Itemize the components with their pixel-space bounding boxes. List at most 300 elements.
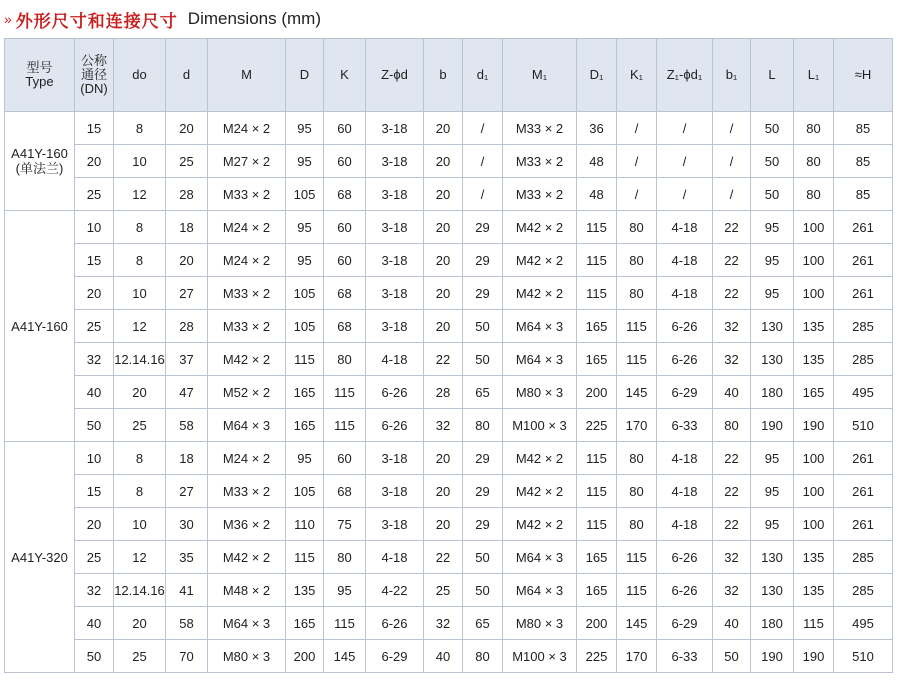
table-cell: 130 (751, 541, 794, 574)
table-cell: 95 (286, 211, 324, 244)
table-cell: 165 (577, 574, 617, 607)
table-cell: 58 (166, 607, 208, 640)
table-row (5, 376, 893, 409)
table-cell: 510 (834, 640, 893, 673)
table-cell: M42 × 2 (208, 343, 286, 376)
table-cell: 110 (286, 508, 324, 541)
table-cell: / (657, 178, 713, 211)
table-cell: 190 (794, 409, 834, 442)
table-cell: 50 (75, 640, 114, 673)
table-cell: 261 (834, 277, 893, 310)
table-cell: M42 × 2 (503, 244, 577, 277)
header-col: D (286, 39, 324, 112)
table-cell: 29 (463, 508, 503, 541)
table-cell: 6-29 (657, 607, 713, 640)
table-cell: 4-18 (657, 244, 713, 277)
table-cell: 40 (713, 376, 751, 409)
table-cell: M33 × 2 (503, 178, 577, 211)
table-cell: 130 (751, 574, 794, 607)
table-cell: 115 (617, 343, 657, 376)
table-cell: 115 (617, 574, 657, 607)
table-cell: 15 (75, 244, 114, 277)
table-cell: 285 (834, 310, 893, 343)
table-cell: M42 × 2 (503, 211, 577, 244)
table-cell: 100 (794, 211, 834, 244)
table-cell: 29 (463, 211, 503, 244)
table-cell: 29 (463, 277, 503, 310)
table-cell: 48 (577, 178, 617, 211)
table-cell: 225 (577, 640, 617, 673)
table-row (5, 541, 893, 574)
table-cell: 32 (713, 343, 751, 376)
table-cell: 12.14.16 (114, 574, 166, 607)
table-row (5, 475, 893, 508)
table-cell: 115 (617, 541, 657, 574)
table-cell: 18 (166, 211, 208, 244)
table-cell: 20 (424, 178, 463, 211)
table-cell: 80 (463, 409, 503, 442)
table-cell: M42 × 2 (503, 277, 577, 310)
table-cell: 8 (114, 442, 166, 475)
table-cell: 261 (834, 508, 893, 541)
table-cell: M33 × 2 (208, 475, 286, 508)
table-cell: 95 (751, 211, 794, 244)
table-cell: 95 (286, 145, 324, 178)
table-cell: M33 × 2 (503, 112, 577, 145)
table-cell: 8 (114, 112, 166, 145)
table-cell: 50 (751, 112, 794, 145)
table-cell: 115 (286, 343, 324, 376)
table-cell: 50 (463, 310, 503, 343)
table-cell: 510 (834, 409, 893, 442)
table-cell: 12 (114, 178, 166, 211)
table-cell: M24 × 2 (208, 244, 286, 277)
type-label: A41Y-160 (11, 146, 68, 161)
table-cell: M64 × 3 (208, 409, 286, 442)
table-cell: 261 (834, 442, 893, 475)
table-cell: 8 (114, 475, 166, 508)
table-cell: M64 × 3 (503, 541, 577, 574)
table-cell: M42 × 2 (208, 541, 286, 574)
header-col: M₁ (503, 39, 577, 112)
table-cell: 22 (713, 508, 751, 541)
table-cell: 115 (577, 211, 617, 244)
table-cell: 65 (463, 607, 503, 640)
table-cell: 95 (286, 442, 324, 475)
table-row (5, 112, 893, 145)
header-col: M (208, 39, 286, 112)
table-cell: 6-33 (657, 409, 713, 442)
table-cell: 20 (75, 277, 114, 310)
table-cell: 10 (114, 145, 166, 178)
table-cell: 261 (834, 475, 893, 508)
table-cell: 20 (114, 376, 166, 409)
table-cell: 115 (577, 475, 617, 508)
table-cell: 95 (751, 508, 794, 541)
table-cell: 32 (713, 541, 751, 574)
table-cell: 95 (751, 475, 794, 508)
table-cell: 10 (114, 508, 166, 541)
table-cell: 4-18 (657, 211, 713, 244)
table-cell: 100 (794, 277, 834, 310)
table-cell: 20 (166, 112, 208, 145)
table-cell: 6-33 (657, 640, 713, 673)
table-cell: 100 (794, 244, 834, 277)
header-col: K₁ (617, 39, 657, 112)
table-cell: 135 (794, 310, 834, 343)
table-cell: 25 (424, 574, 463, 607)
table-cell: 25 (114, 409, 166, 442)
table-cell: 60 (324, 211, 366, 244)
table-cell: 6-26 (657, 541, 713, 574)
table-cell: / (463, 112, 503, 145)
table-cell: 32 (424, 607, 463, 640)
header-col: b₁ (713, 39, 751, 112)
table-row (5, 508, 893, 541)
table-cell: 190 (751, 640, 794, 673)
table-cell: 50 (751, 178, 794, 211)
table-cell: 32 (424, 409, 463, 442)
table-cell: 95 (286, 244, 324, 277)
table-cell: 28 (166, 178, 208, 211)
table-cell: M42 × 2 (503, 475, 577, 508)
table-cell: 20 (424, 145, 463, 178)
table-cell: 285 (834, 541, 893, 574)
table-cell: 40 (424, 640, 463, 673)
header-col: do (114, 39, 166, 112)
table-cell: M64 × 3 (208, 607, 286, 640)
table-cell: M24 × 2 (208, 211, 286, 244)
table-cell: 495 (834, 376, 893, 409)
table-cell: 165 (577, 310, 617, 343)
table-cell: M24 × 2 (208, 112, 286, 145)
type-cell (5, 211, 75, 442)
header-col: Z₁-ϕd₁ (657, 39, 713, 112)
table-cell: 95 (751, 442, 794, 475)
table-cell: 200 (577, 376, 617, 409)
table-cell: 3-18 (366, 310, 424, 343)
table-header-row (5, 39, 893, 112)
table-cell: 180 (751, 607, 794, 640)
table-cell: 35 (166, 541, 208, 574)
table-cell: 47 (166, 376, 208, 409)
table-cell: 200 (577, 607, 617, 640)
table-cell: 115 (577, 277, 617, 310)
header-dn: 公称 通径 (DN) (75, 39, 114, 112)
table-cell: 32 (75, 343, 114, 376)
table-cell: 20 (114, 607, 166, 640)
table-cell: 4-18 (657, 475, 713, 508)
type-cell (5, 442, 75, 673)
table-cell: 85 (834, 145, 893, 178)
table-cell: 165 (286, 409, 324, 442)
header-col: L₁ (794, 39, 834, 112)
table-cell: M100 × 3 (503, 640, 577, 673)
table-cell: 100 (794, 475, 834, 508)
table-cell: 6-26 (657, 574, 713, 607)
table-cell: M27 × 2 (208, 145, 286, 178)
table-cell: 165 (577, 343, 617, 376)
table-cell: 115 (286, 541, 324, 574)
table-cell: 32 (713, 574, 751, 607)
table-cell: M100 × 3 (503, 409, 577, 442)
table-cell: 25 (75, 310, 114, 343)
table-cell: 20 (424, 112, 463, 145)
table-cell: 165 (286, 376, 324, 409)
table-cell: M33 × 2 (208, 178, 286, 211)
table-cell: 145 (617, 376, 657, 409)
table-cell: 495 (834, 607, 893, 640)
table-cell: M33 × 2 (208, 310, 286, 343)
table-cell: 6-29 (657, 376, 713, 409)
table-cell: 50 (713, 640, 751, 673)
table-cell: 50 (463, 343, 503, 376)
table-cell: M52 × 2 (208, 376, 286, 409)
table-cell: M64 × 3 (503, 310, 577, 343)
table-cell: / (463, 145, 503, 178)
table-cell: 40 (713, 607, 751, 640)
table-cell: 41 (166, 574, 208, 607)
table-cell: 60 (324, 112, 366, 145)
table-cell: 3-18 (366, 211, 424, 244)
table-cell: / (463, 178, 503, 211)
table-row (5, 310, 893, 343)
table-cell: 28 (166, 310, 208, 343)
table-cell: 3-18 (366, 112, 424, 145)
table-cell: 130 (751, 310, 794, 343)
table-cell: 85 (834, 178, 893, 211)
table-cell: 200 (286, 640, 324, 673)
table-cell: 3-18 (366, 475, 424, 508)
table-cell: 20 (424, 442, 463, 475)
table-cell: M80 × 3 (503, 607, 577, 640)
table-cell: 29 (463, 244, 503, 277)
table-cell: 80 (463, 640, 503, 673)
table-cell: 3-18 (366, 508, 424, 541)
section-title (0, 0, 900, 38)
title-english: Dimensions (mm) (187, 9, 321, 28)
table-cell: 80 (794, 178, 834, 211)
table-cell: 80 (794, 145, 834, 178)
table-row (5, 244, 893, 277)
table-cell: 32 (713, 310, 751, 343)
table-cell: 3-18 (366, 244, 424, 277)
table-cell: 6-26 (657, 310, 713, 343)
table-cell: 22 (424, 541, 463, 574)
table-cell: 135 (286, 574, 324, 607)
table-cell: 60 (324, 442, 366, 475)
table-cell: 10 (75, 442, 114, 475)
table-row (5, 640, 893, 673)
table-cell: 50 (75, 409, 114, 442)
header-col: D₁ (577, 39, 617, 112)
table-cell: 85 (834, 112, 893, 145)
table-cell: 6-26 (657, 343, 713, 376)
table-cell: 22 (713, 442, 751, 475)
table-cell: 22 (713, 244, 751, 277)
table-cell: 75 (324, 508, 366, 541)
table-cell: 115 (617, 310, 657, 343)
table-cell: 145 (617, 607, 657, 640)
table-cell: 190 (751, 409, 794, 442)
table-cell: 22 (424, 343, 463, 376)
table-cell: 115 (577, 244, 617, 277)
table-cell: 95 (286, 112, 324, 145)
table-cell: 15 (75, 475, 114, 508)
table-cell: 18 (166, 442, 208, 475)
table-cell: 100 (794, 508, 834, 541)
table-cell: 20 (424, 508, 463, 541)
table-row (5, 211, 893, 244)
header-col: d (166, 39, 208, 112)
table-cell: 8 (114, 244, 166, 277)
table-cell: 80 (324, 343, 366, 376)
table-cell: 60 (324, 244, 366, 277)
table-cell: 135 (794, 541, 834, 574)
table-cell: 68 (324, 310, 366, 343)
table-cell: 70 (166, 640, 208, 673)
table-cell: / (657, 112, 713, 145)
table-cell: 105 (286, 475, 324, 508)
table-cell: 80 (617, 475, 657, 508)
table-row (5, 178, 893, 211)
table-cell: 145 (324, 640, 366, 673)
table-cell: 190 (794, 640, 834, 673)
header-type: 型号 Type (5, 39, 75, 112)
header-col: K (324, 39, 366, 112)
table-cell: / (657, 145, 713, 178)
table-cell: M80 × 3 (503, 376, 577, 409)
table-cell: 12 (114, 310, 166, 343)
table-cell: 20 (75, 145, 114, 178)
table-cell: 80 (617, 211, 657, 244)
table-cell: 4-18 (657, 442, 713, 475)
table-cell: 60 (324, 145, 366, 178)
table-cell: 170 (617, 640, 657, 673)
table-cell: M33 × 2 (208, 277, 286, 310)
type-label: A41Y-320 (11, 549, 68, 565)
type-label: (单法兰) (15, 161, 64, 176)
table-cell: 65 (463, 376, 503, 409)
table-cell: / (713, 145, 751, 178)
table-cell: 4-22 (366, 574, 424, 607)
table-cell: 29 (463, 475, 503, 508)
table-cell: 20 (166, 244, 208, 277)
table-cell: 4-18 (366, 541, 424, 574)
table-cell: 115 (577, 442, 617, 475)
table-row (5, 442, 893, 475)
table-cell: 22 (713, 211, 751, 244)
table-cell: 25 (114, 640, 166, 673)
table-cell: 3-18 (366, 178, 424, 211)
title-chinese: 外形尺寸和连接尺寸 (15, 11, 178, 31)
table-cell: 80 (713, 409, 751, 442)
header-col: Z-ϕd (366, 39, 424, 112)
table-cell: 165 (577, 541, 617, 574)
table-cell: / (713, 112, 751, 145)
table-cell: 115 (577, 508, 617, 541)
table-cell: 25 (75, 178, 114, 211)
table-cell: 12 (114, 541, 166, 574)
table-cell: 80 (617, 244, 657, 277)
table-cell: 105 (286, 310, 324, 343)
table-cell: M64 × 3 (503, 343, 577, 376)
table-cell: 50 (463, 574, 503, 607)
table-cell: 135 (794, 574, 834, 607)
title-marker-icon: » (4, 11, 12, 27)
table-cell: 68 (324, 475, 366, 508)
table-cell: 80 (324, 541, 366, 574)
table-cell: M42 × 2 (503, 442, 577, 475)
table-cell: 12.14.16 (114, 343, 166, 376)
table-cell: 165 (794, 376, 834, 409)
table-row (5, 574, 893, 607)
table-row (5, 343, 893, 376)
table-cell: 20 (424, 277, 463, 310)
table-cell: 30 (166, 508, 208, 541)
table-cell: 50 (751, 145, 794, 178)
table-cell: 105 (286, 277, 324, 310)
table-cell: 48 (577, 145, 617, 178)
table-cell: 28 (424, 376, 463, 409)
table-row (5, 607, 893, 640)
table-cell: / (617, 178, 657, 211)
table-cell: 15 (75, 112, 114, 145)
table-cell: M42 × 2 (503, 508, 577, 541)
table-cell: 8 (114, 211, 166, 244)
table-cell: 10 (75, 211, 114, 244)
table-cell: 135 (794, 343, 834, 376)
table-cell: 3-18 (366, 277, 424, 310)
table-cell: 22 (713, 277, 751, 310)
table-row (5, 277, 893, 310)
table-cell: / (713, 178, 751, 211)
table-cell: 25 (75, 541, 114, 574)
table-cell: 20 (424, 475, 463, 508)
table-cell: M36 × 2 (208, 508, 286, 541)
table-cell: 115 (324, 376, 366, 409)
table-cell: M80 × 3 (208, 640, 286, 673)
table-cell: M48 × 2 (208, 574, 286, 607)
table-cell: 25 (166, 145, 208, 178)
table-cell: 29 (463, 442, 503, 475)
table-cell: 68 (324, 277, 366, 310)
table-cell: 40 (75, 376, 114, 409)
table-cell: 20 (424, 211, 463, 244)
table-row (5, 145, 893, 178)
header-col: ≈H (834, 39, 893, 112)
table-cell: 115 (324, 409, 366, 442)
table-cell: 32 (75, 574, 114, 607)
table-cell: 170 (617, 409, 657, 442)
table-cell: 285 (834, 343, 893, 376)
table-cell: 20 (424, 244, 463, 277)
table-cell: / (617, 112, 657, 145)
table-cell: 285 (834, 574, 893, 607)
table-cell: 10 (114, 277, 166, 310)
table-cell: 20 (424, 310, 463, 343)
table-cell: 6-26 (366, 376, 424, 409)
table-cell: 4-18 (657, 508, 713, 541)
table-cell: 180 (751, 376, 794, 409)
table-cell: 6-26 (366, 409, 424, 442)
header-col: L (751, 39, 794, 112)
table-cell: 261 (834, 244, 893, 277)
table-cell: 6-29 (366, 640, 424, 673)
table-cell: M64 × 3 (503, 574, 577, 607)
header-col: b (424, 39, 463, 112)
table-cell: 4-18 (366, 343, 424, 376)
